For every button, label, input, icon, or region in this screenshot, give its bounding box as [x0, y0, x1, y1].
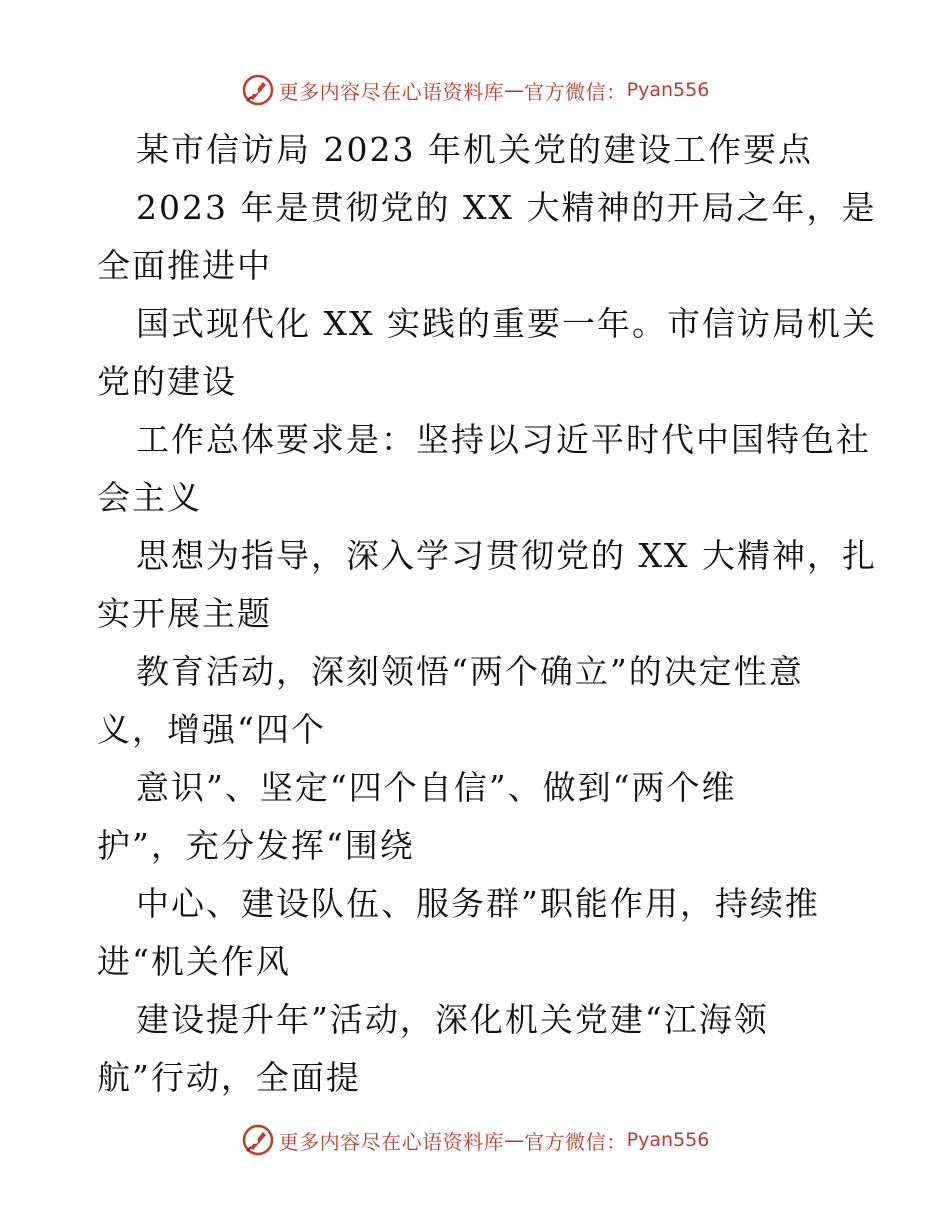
paragraph-line: 航”行动，全面提 — [97, 1058, 361, 1097]
watermark-separator: — — [504, 78, 525, 102]
paragraph-line: 中心、建设队伍、服务群”职能作用，持续推 — [136, 884, 820, 923]
document-title: 某市信访局 2023 年机关党的建设工作要点 — [136, 130, 813, 169]
paragraph-line: 教育活动，深刻领悟“两个确立”的决定性意 — [136, 652, 804, 691]
paragraph-line: 意识”、坚定“四个自信”、做到“两个维 — [136, 768, 737, 807]
footer-watermark — [0, 1120, 950, 1160]
paragraph-line: 党的建设 — [97, 362, 237, 401]
watermark-wechat-id: Pyan556 — [626, 79, 710, 101]
paragraph-line: 国式现代化 XX 实践的重要一年。市信访局机关 — [136, 304, 877, 343]
watermark-wechat-label: 官方微信： — [524, 1129, 627, 1154]
paragraph-line: 工作总体要求是：坚持以习近平时代中国特色社 — [136, 420, 871, 459]
watermark-wechat-label: 官方微信： — [524, 79, 627, 104]
paragraph-line: 会主义 — [97, 478, 202, 517]
paragraph-line: 思想为指导，深入学习贯彻党的 XX 大精神，扎 — [136, 536, 877, 575]
paragraph-line: 建设提升年”活动，深化机关党建“江海领 — [136, 1000, 769, 1039]
watermark-text: 更多内容尽在心语资料库 — [278, 1129, 505, 1154]
paragraph-line: 2023 年是贯彻党的 XX 大精神的开局之年，是 — [136, 188, 877, 227]
paragraph-line: 护”，充分发挥“围绕 — [97, 826, 415, 865]
paragraph-line: 义，增强“四个 — [97, 710, 326, 749]
watermark-separator: — — [504, 1128, 525, 1152]
quill-logo-icon — [241, 73, 275, 107]
quill-logo-icon — [241, 1123, 275, 1157]
paragraph-line: 实开展主题 — [97, 594, 272, 633]
watermark-text: 更多内容尽在心语资料库 — [278, 79, 505, 104]
paragraph-line: 进“机关作风 — [97, 942, 291, 981]
watermark-wechat-id: Pyan556 — [626, 1129, 710, 1151]
paragraph-line: 全面推进中 — [97, 246, 272, 285]
header-watermark — [0, 70, 950, 110]
